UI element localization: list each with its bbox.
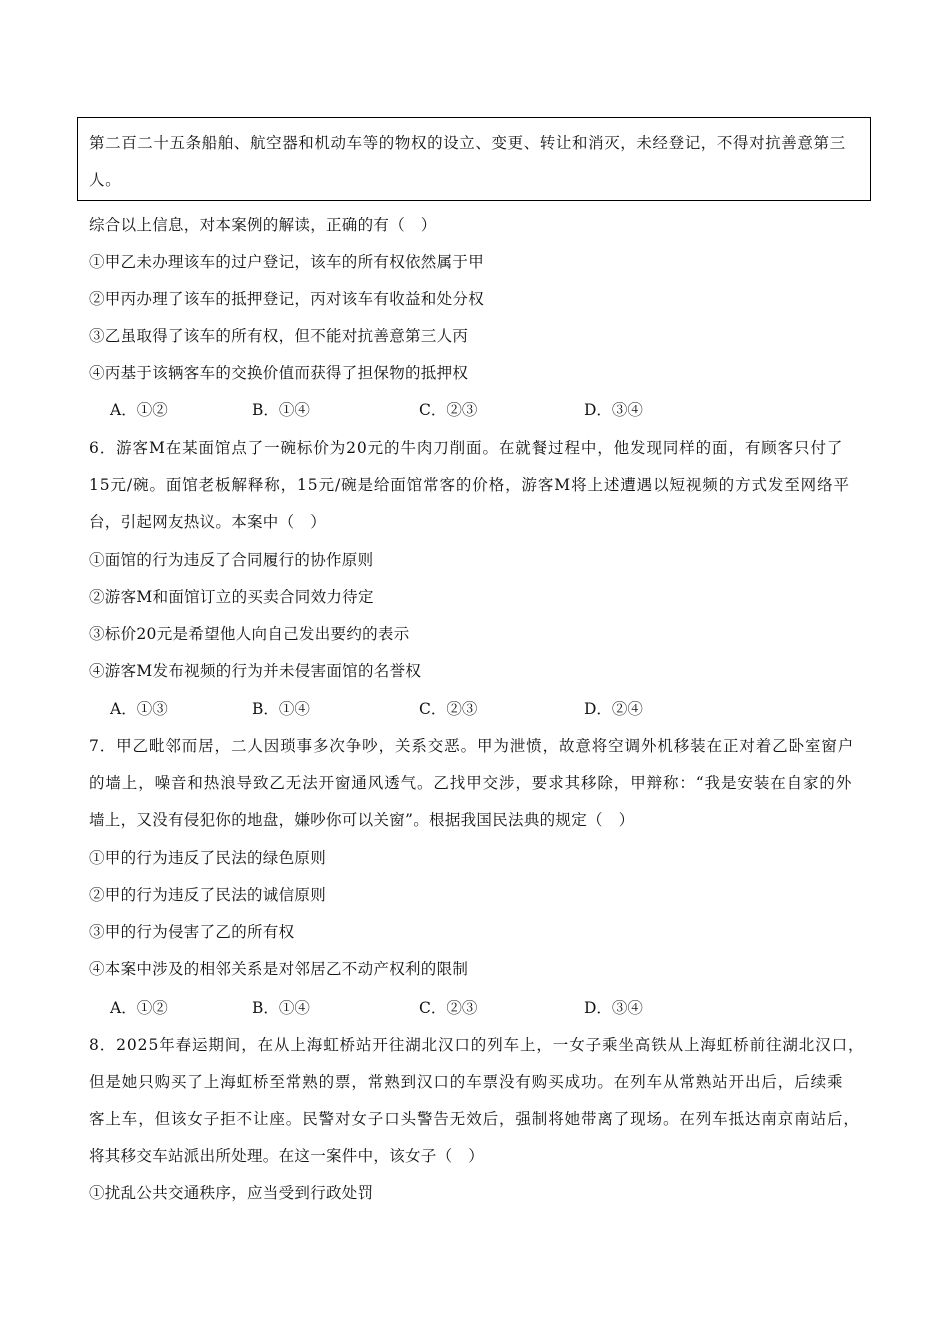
q7-stem-line-1: 7．甲乙毗邻而居，二人因琐事多次争吵，关系交恶。甲为泄愤，故意将空调外机移装在正对着乙卧室窗户: [89, 737, 855, 755]
q7-option-d[interactable]: D．③④: [584, 999, 643, 1017]
q8-stem-line-2: 但是她只购买了上海虹桥至常熟的票，常熟到汉口的车票没有购买成功。在列车从常熟站开出后，后续乘: [89, 1073, 844, 1091]
q5-stem: 综合以上信息，对本案例的解读，正确的有（ ）: [89, 216, 437, 234]
q5-item-4: ④丙基于该辆客车的交换价值而获得了担保物的抵押权: [89, 364, 469, 382]
q8-stem-line-1: 8．2025年春运期间，在从上海虹桥站开往湖北汉口的列车上，一女子乘坐高铁从上海虹桥前往湖北汉口，: [89, 1036, 865, 1054]
q6-option-b[interactable]: B．①④: [252, 700, 310, 718]
q7-item-2: ②甲的行为违反了民法的诚信原则: [89, 886, 327, 904]
q6-item-3: ③标价20元是希望他人向自己发出要约的表示: [89, 625, 410, 643]
q5-item-2: ②甲丙办理了该车的抵押登记，丙对该车有收益和处分权: [89, 290, 485, 308]
q7-stem-line-3: 墙上，又没有侵犯你的地盘，嫌吵你可以关窗”。根据我国民法典的规定（ ）: [89, 811, 635, 829]
q5-item-3: ③乙虽取得了该车的所有权，但不能对抗善意第三人丙: [89, 327, 469, 345]
q5-option-d[interactable]: D．③④: [584, 401, 643, 419]
q5-option-a[interactable]: A．①②: [110, 401, 168, 419]
q6-stem-line-2: 15元/碗。面馆老板解释称，15元/碗是给面馆常客的价格，游客M将上述遭遇以短视频的方式发至网络平: [89, 476, 850, 494]
q6-item-4: ④游客M发布视频的行为并未侵害面馆的名誉权: [89, 662, 422, 680]
q8-item-1: ①扰乱公共交通秩序，应当受到行政处罚: [89, 1184, 374, 1202]
q7-item-3: ③甲的行为侵害了乙的所有权: [89, 923, 295, 941]
q6-item-1: ①面馆的行为违反了合同履行的协作原则: [89, 551, 374, 569]
q7-option-c[interactable]: C．②③: [419, 999, 478, 1017]
q6-option-a[interactable]: A．①③: [110, 700, 168, 718]
q8-stem-line-4: 将其移交车站派出所处理。在这一案件中，该女子（ ）: [89, 1147, 485, 1165]
q6-option-d[interactable]: D．②④: [584, 700, 643, 718]
q6-stem-line-1: 6．游客M在某面馆点了一碗标价为20元的牛肉刀削面。在就餐过程中，他发现同样的面，有顾客只付了: [89, 439, 844, 457]
q6-stem-line-3: 台，引起网友热议。本案中（ ）: [89, 513, 327, 531]
q6-item-2: ②游客M和面馆订立的买卖合同效力待定: [89, 588, 374, 606]
q5-item-1: ①甲乙未办理该车的过户登记，该车的所有权依然属于甲: [89, 253, 485, 271]
q7-option-b[interactable]: B．①④: [252, 999, 310, 1017]
law-excerpt-text: 第二百二十五条船舶、航空器和机动车等的物权的设立、变更、转让和消灭，未经登记，不得对抗善意第三人。: [89, 134, 846, 189]
law-excerpt-box: [77, 117, 871, 201]
q7-stem-line-2: 的墙上，噪音和热浪导致乙无法开窗通风透气。乙找甲交涉，要求其移除，甲辩称：“我是安装在自家的外: [89, 774, 853, 792]
q5-option-b[interactable]: B．①④: [252, 401, 310, 419]
q7-option-a[interactable]: A．①②: [110, 999, 168, 1017]
q5-option-c[interactable]: C．②③: [419, 401, 478, 419]
q7-item-4: ④本案中涉及的相邻关系是对邻居乙不动产权利的限制: [89, 960, 469, 978]
q8-stem-line-3: 客上车，但该女子拒不让座。民警对女子口头警告无效后，强制将她带离了现场。在列车抵达南京南站后，: [89, 1110, 860, 1128]
q7-item-1: ①甲的行为违反了民法的绿色原则: [89, 849, 327, 867]
q6-option-c[interactable]: C．②③: [419, 700, 478, 718]
